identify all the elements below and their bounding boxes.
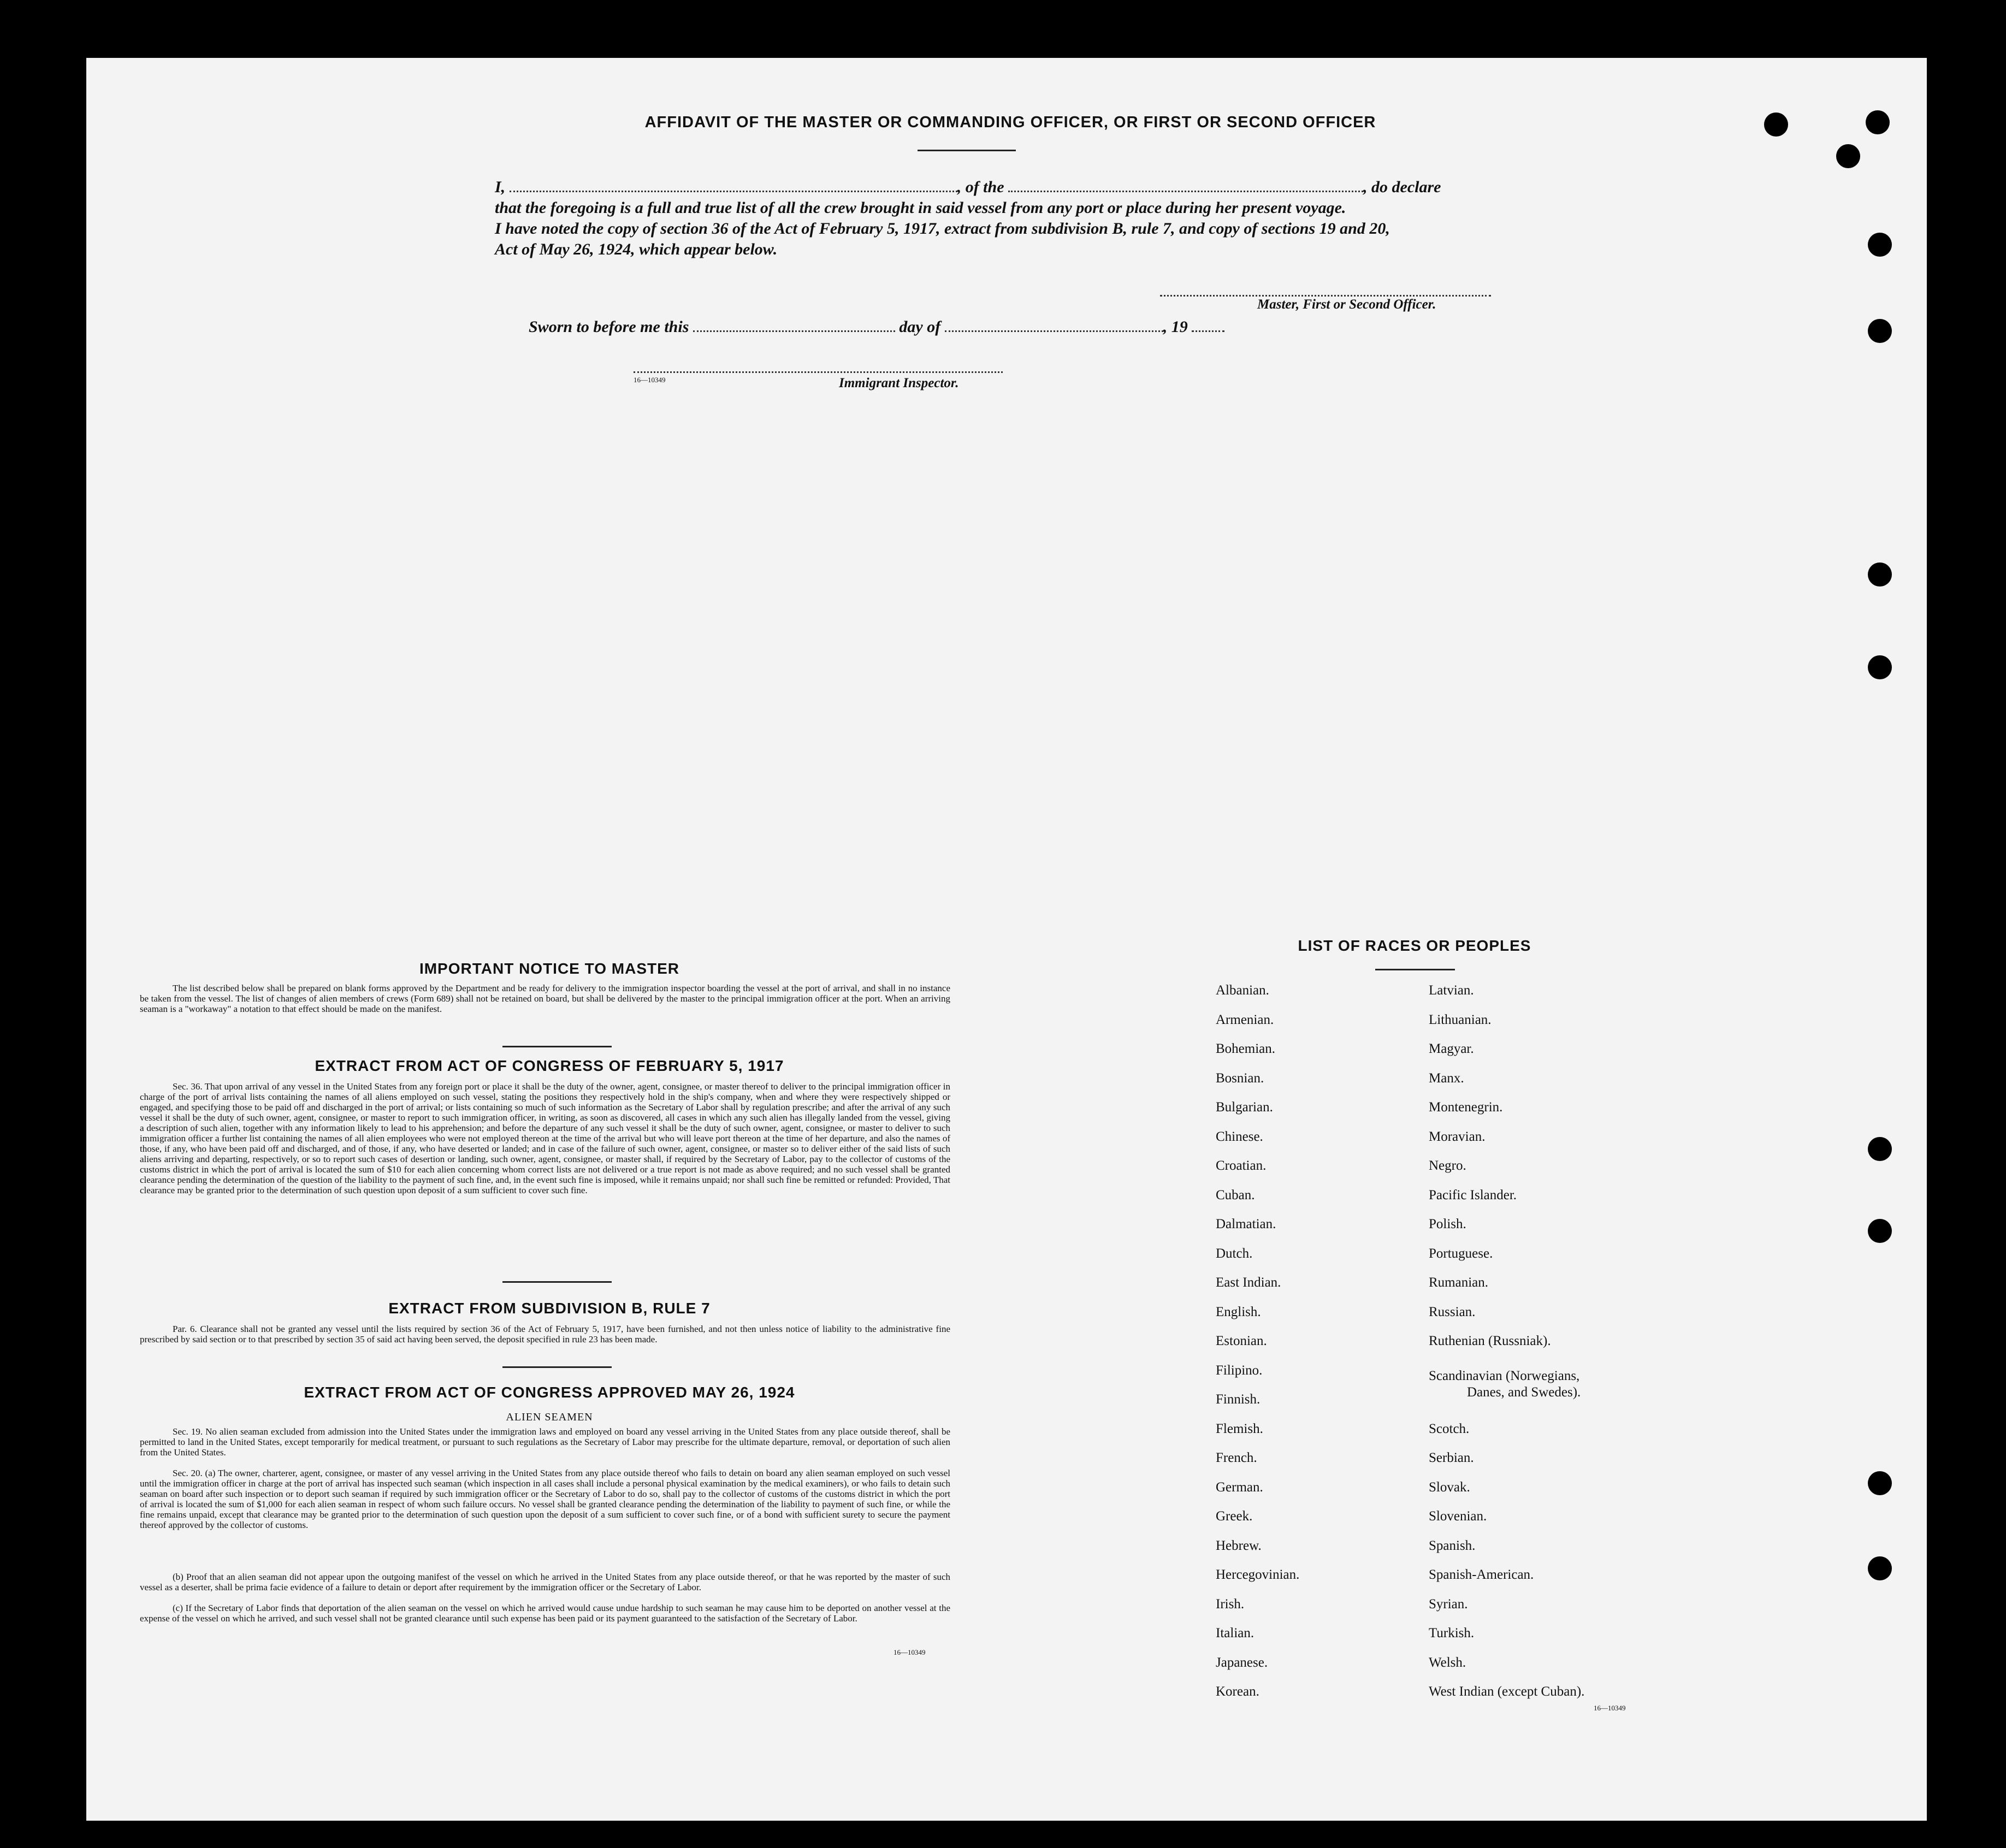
race-item: Turkish. <box>1429 1626 1475 1640</box>
punch-hole <box>1868 1556 1892 1580</box>
race-item: Polish. <box>1429 1217 1466 1231</box>
punch-hole <box>1868 1137 1892 1161</box>
race-item: Irish. <box>1216 1597 1245 1612</box>
race-item: Slovenian. <box>1429 1509 1487 1524</box>
day-of-label: day of <box>899 318 941 336</box>
extract-1917-title: EXTRACT FROM ACT OF CONGRESS OF FEBRUARY 5, 1917 <box>315 1057 784 1074</box>
race-item: Ruthenian (Russniak). <box>1429 1334 1551 1348</box>
name-blank <box>510 191 957 192</box>
master-signature-caption: Master, First or Second Officer. <box>1257 297 1436 312</box>
punch-hole <box>1836 144 1860 168</box>
race-item: Russian. <box>1429 1305 1476 1319</box>
sworn-year-blank <box>1192 330 1224 332</box>
race-item: Negro. <box>1429 1158 1466 1173</box>
affidavit-do-declare: , do declare <box>1363 178 1441 196</box>
race-item: Greek. <box>1216 1509 1253 1524</box>
race-item: Filipino. <box>1216 1363 1263 1378</box>
race-item: East Indian. <box>1216 1275 1281 1290</box>
race-item: Magyar. <box>1429 1041 1474 1056</box>
punch-hole <box>1866 110 1890 134</box>
punch-hole <box>1868 1219 1892 1243</box>
race-item: Syrian. <box>1429 1597 1468 1612</box>
extract-1924-sec20c: (c) If the Secretary of Labor finds that deportation of the alien seaman on the vessel on which he arrived would cause undue hardship to such seaman he may cause him to be deported on another vessel at the expense of the vessel on which he arrived, and such vessel shall not be granted clearance until such expense has been paid or its payment guaranteed to the satisfaction of the Secretary of Labor. <box>140 1603 950 1624</box>
notice-body: The list described below shall be prepared on blank forms approved by the Department and be ready for delivery to the immigration inspector boarding the vessel at the port of arrival, and shall in no instance be taken from the vessel. The list of changes of alien members of crews (Form 689) shall not be retained on board, but shall be delivered by the master to the principal immigration officer at the port. When an arriving seaman is a "workaway" a notation to that effect should be made on the manifest. <box>140 983 950 1014</box>
race-item: Estonian. <box>1216 1334 1267 1348</box>
sworn-label: Sworn to before me this <box>529 318 689 336</box>
races-form-number: 16—10349 <box>1594 1704 1626 1712</box>
race-item: Moravian. <box>1429 1129 1486 1144</box>
inspector-caption: Immigrant Inspector. <box>839 376 959 390</box>
race-item: Cuban. <box>1216 1188 1255 1203</box>
subdivision-b-body: Par. 6. Clearance shall not be granted any vessel until the lists required by section 36 of the Act of February 5, 1917, have been furnished, and not then unless notice of liability to the administrative fine prescribed by said section or to that prescribed by section 35 of said act having been served, the deposit specified in rule 23 has been made. <box>140 1324 950 1344</box>
race-item: Hebrew. <box>1216 1538 1262 1553</box>
vessel-blank <box>1008 191 1363 192</box>
race-item: Pacific Islander. <box>1429 1188 1517 1203</box>
punch-hole <box>1868 655 1892 679</box>
race-item: Korean. <box>1216 1684 1259 1699</box>
race-item: Dalmatian. <box>1216 1217 1276 1231</box>
subdivision-b-rule <box>502 1366 612 1368</box>
sworn-line <box>529 318 1224 336</box>
year-label: , 19 <box>1163 318 1188 336</box>
race-item: English. <box>1216 1305 1261 1319</box>
extract-1924-sec20b: (b) Proof that an alien seaman did not appear upon the outgoing manifest of the vessel on which he arrived in the United States from any place outside thereof, or that he was reported by the master of such vessel as a deserter, shall be prima facie evidence of a failure to detain or deport after requirement by the immigration officer or the Secretary of Labor. <box>140 1572 950 1592</box>
race-item: Spanish. <box>1429 1538 1476 1553</box>
race-item: Slovak. <box>1429 1480 1470 1495</box>
extract-1924-form-number: 16—10349 <box>893 1648 926 1656</box>
race-item: Welsh. <box>1429 1655 1466 1670</box>
race-item: Scandinavian (Norwegians, <box>1429 1369 1580 1383</box>
extract-1917-body: Sec. 36. That upon arrival of any vessel in the United States from any foreign port or place it shall be the duty of the owner, agent, consignee, or master thereof to deliver to the principal immigration officer in charge of the port of arrival lists containing the names of all aliens employed on such vessel, stating the positions they respectively hold in the ship's company, when and where they were respectively shipped or engaged, and specifying those to be paid off and discharged in the port of arrival; or lists containing so much of such information as the Secretary of Labor shall by regulation prescribe; and after the arrival of any such vessel it shall be the duty of such owner, agent, consignee, or master to report to such immigration officer, in writing, as soon as discovered, all cases in which any such alien has illegally landed from the vessel, giving a description of such alien, together with any information likely to lead to his apprehension; and before the departure of any such vessel it shall be the duty of such owner, agent, consignee, or master to deliver to such immigration officer a further list containing the names of all alien employees who were not employed thereon at the time of the arrival but who will leave port thereon at the time of her departure, and also the names of those, if any, who have been paid off and discharged, and of those, if any, who have deserted or landed; and in case of the failure of such owner, agent, consignee, or master so to deliver either of the said lists of such aliens arriving and departing, respectively, or so to report such cases of desertion or landing, such owner, agent, consignee, or master shall, if required by the Secretary of Labor, pay to the collector of customs of the customs district in which the port of arrival is located the sum of $10 for each alien concerning whom correct lists are not delivered or a true report is not made as above required; and no such vessel shall be granted clearance pending the determination of the question of the liability to the payment of such fine, and, in the event such fine is imposed, while it remains unpaid; nor shall such fine be remitted or refunded: Provided, That clearance may be granted prior to the determination of such question upon deposit of a sum sufficient to cover such fine. <box>140 1081 950 1195</box>
races-title: LIST OF RACES OR PEOPLES <box>1298 937 1531 954</box>
extract-1924-title: EXTRACT FROM ACT OF CONGRESS APPROVED MAY 26, 1924 <box>304 1384 795 1401</box>
affidavit-of-the: , of the <box>957 178 1004 196</box>
punch-hole <box>1868 233 1892 257</box>
race-item: Flemish. <box>1216 1421 1263 1436</box>
notice-rule <box>502 1046 612 1047</box>
race-item: Albanian. <box>1216 983 1269 998</box>
race-item: Armenian. <box>1216 1012 1274 1027</box>
race-item: Dutch. <box>1216 1246 1253 1261</box>
race-item: Spanish-American. <box>1429 1567 1534 1582</box>
subdivision-b-title: EXTRACT FROM SUBDIVISION B, RULE 7 <box>388 1300 711 1317</box>
race-item: French. <box>1216 1450 1257 1465</box>
punch-hole <box>1868 1471 1892 1495</box>
extract-1924-sec19: Sec. 19. No alien seaman excluded from admission into the United States under the immigration laws and employed on board any vessel arriving in the United States from any place outside thereof, shall be permitted to land in the United States, except temporarily for medical treatment, or pursuant to such regulations as the Secretary of Labor may prescribe for the ultimate departure, removal, or deportation of such alien from the United States. <box>140 1426 950 1458</box>
race-item: Portuguese. <box>1429 1246 1493 1261</box>
races-rule <box>1375 969 1455 970</box>
extract-1924-subtitle: ALIEN SEAMEN <box>506 1411 593 1423</box>
race-item: Finnish. <box>1216 1392 1261 1407</box>
race-item: Scotch. <box>1429 1421 1470 1436</box>
sworn-month-blank <box>945 330 1163 332</box>
race-item: Latvian. <box>1429 983 1474 998</box>
master-signature-line <box>1160 295 1491 297</box>
punch-hole <box>1764 112 1788 137</box>
affidavit-i: I, <box>495 178 506 196</box>
affidavit-title-rule <box>918 150 1016 151</box>
affidavit-title: AFFIDAVIT OF THE MASTER OR COMMANDING OFFICER, OR FIRST OR SECOND OFFICER <box>644 114 1376 131</box>
race-item: Hercegovinian. <box>1216 1567 1300 1582</box>
extract-1917-rule <box>502 1281 612 1283</box>
race-item: Rumanian. <box>1429 1275 1489 1290</box>
affidavit-declaration-line <box>495 178 1513 197</box>
affidavit-line-2: that the foregoing is a full and true list of all the crew brought in said vessel from any port or place during her present voyage. <box>495 199 1346 217</box>
notice-title: IMPORTANT NOTICE TO MASTER <box>419 960 680 977</box>
race-item: Croatian. <box>1216 1158 1267 1173</box>
race-item: Bosnian. <box>1216 1071 1264 1086</box>
scandinavian-continuation: Danes, and Swedes). <box>1467 1385 1581 1400</box>
race-item: Japanese. <box>1216 1655 1268 1670</box>
affidavit-line-4: Act of May 26, 1924, which appear below. <box>495 240 778 258</box>
sworn-day-blank <box>693 330 895 332</box>
punch-hole <box>1868 562 1892 587</box>
affidavit-line-3: I have noted the copy of section 36 of the Act of February 5, 1917, extract from subdivision B, rule 7, and copy of sections 19 and 20, <box>495 220 1390 238</box>
race-item: Italian. <box>1216 1626 1255 1640</box>
race-item: Serbian. <box>1429 1450 1474 1465</box>
affidavit-form-number: 16—10349 <box>634 376 666 384</box>
race-item: West Indian (except Cuban). <box>1429 1684 1585 1699</box>
race-item: Bulgarian. <box>1216 1100 1273 1115</box>
race-item: Manx. <box>1429 1071 1464 1086</box>
race-item: Chinese. <box>1216 1129 1263 1144</box>
race-item: German. <box>1216 1480 1263 1495</box>
race-item: Montenegrin. <box>1429 1100 1503 1115</box>
punch-hole <box>1868 319 1892 343</box>
inspector-signature-line <box>634 371 1003 373</box>
race-item: Lithuanian. <box>1429 1012 1492 1027</box>
race-item: Bohemian. <box>1216 1041 1276 1056</box>
extract-1924-sec20a: Sec. 20. (a) The owner, charterer, agent, consignee, or master of any vessel arriving in the United States from any place outside thereof who fails to detain on board any alien seaman employed on such vessel until the immigration officer in charge at the port of arrival has inspected such seaman (which inspection in all cases shall include a personal physical examination by the medical examiners), or who fails to detain such seaman on board after such inspection or to deport such seaman if required by such immigration officer or the Secretary of Labor to do so, shall pay to the collector of customs of the customs district in which the port of arrival is located the sum of $1,000 for each alien seaman in respect of whom such failure occurs. No vessel shall be granted clearance pending the determination of the liability to payment of such fine, or while the fine remains unpaid, except that clearance may be granted prior to the determination of such question upon the deposit of a sum sufficient to cover such fine, or of a bond with sufficient surety to secure the payment thereof approved by the collector of customs. <box>140 1468 950 1530</box>
